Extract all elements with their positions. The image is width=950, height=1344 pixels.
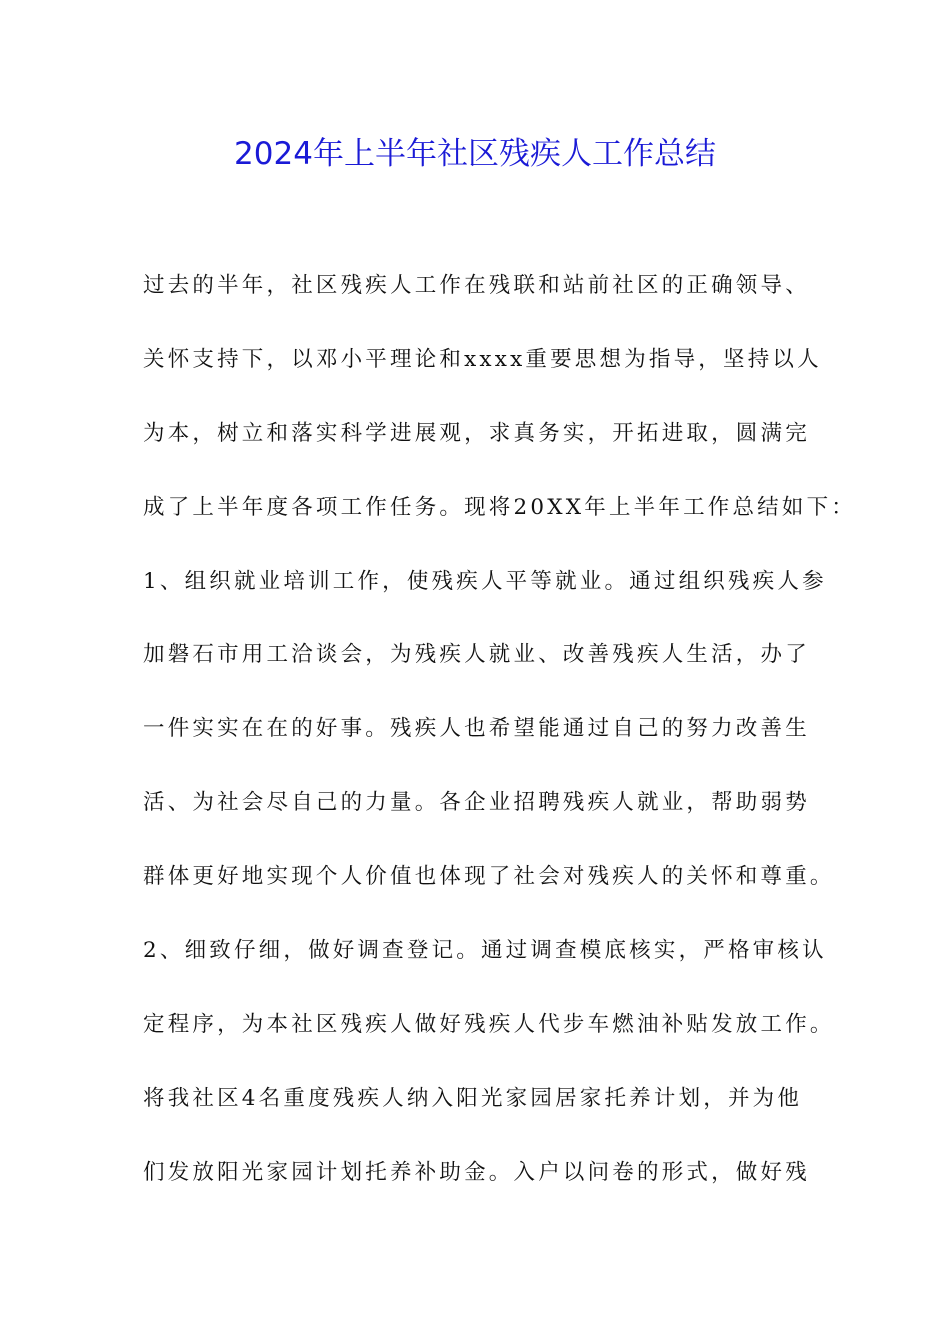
body-line-5: 1、组织就业培训工作，使残疾人平等就业。通过组织残疾人参	[143, 568, 827, 594]
body-line-4: 成了上半年度各项工作任务。现将20XX年上半年工作总结如下：	[143, 494, 856, 520]
body-line-11: 定程序，为本社区残疾人做好残疾人代步车燃油补贴发放工作。	[143, 1011, 835, 1037]
body-line-7: 一件实实在在的好事。残疾人也希望能通过自己的努力改善生	[143, 716, 810, 742]
body-line-2: 关怀支持下，以邓小平理论和xxxx重要思想为指导，坚持以人	[143, 346, 822, 372]
body-line-3: 为本，树立和落实科学进展观，求真务实，开拓进取，圆满完	[143, 420, 810, 446]
document-title: 2024年上半年社区残疾人工作总结	[234, 136, 716, 172]
body-line-8: 活、为社会尽自己的力量。各企业招聘残疾人就业，帮助弱势	[143, 790, 810, 816]
body-line-1: 过去的半年，社区残疾人工作在残联和站前社区的正确领导、	[143, 273, 810, 298]
body-line-12: 将我社区4名重度残疾人纳入阳光家园居家托养计划，并为他	[143, 1085, 803, 1111]
body-line-13: 们发放阳光家园计划托养补助金。入户以问卷的形式，做好残	[143, 1159, 810, 1185]
body-line-10: 2、细致仔细，做好调查登记。通过调查模底核实，严格审核认	[143, 938, 827, 964]
body-line-9: 群体更好地实现个人价值也体现了社会对残疾人的关怀和尊重。	[143, 864, 835, 890]
document-body	[143, 260, 856, 1221]
body-line-6: 加磐石市用工洽谈会，为残疾人就业、改善残疾人生活，办了	[143, 642, 810, 668]
